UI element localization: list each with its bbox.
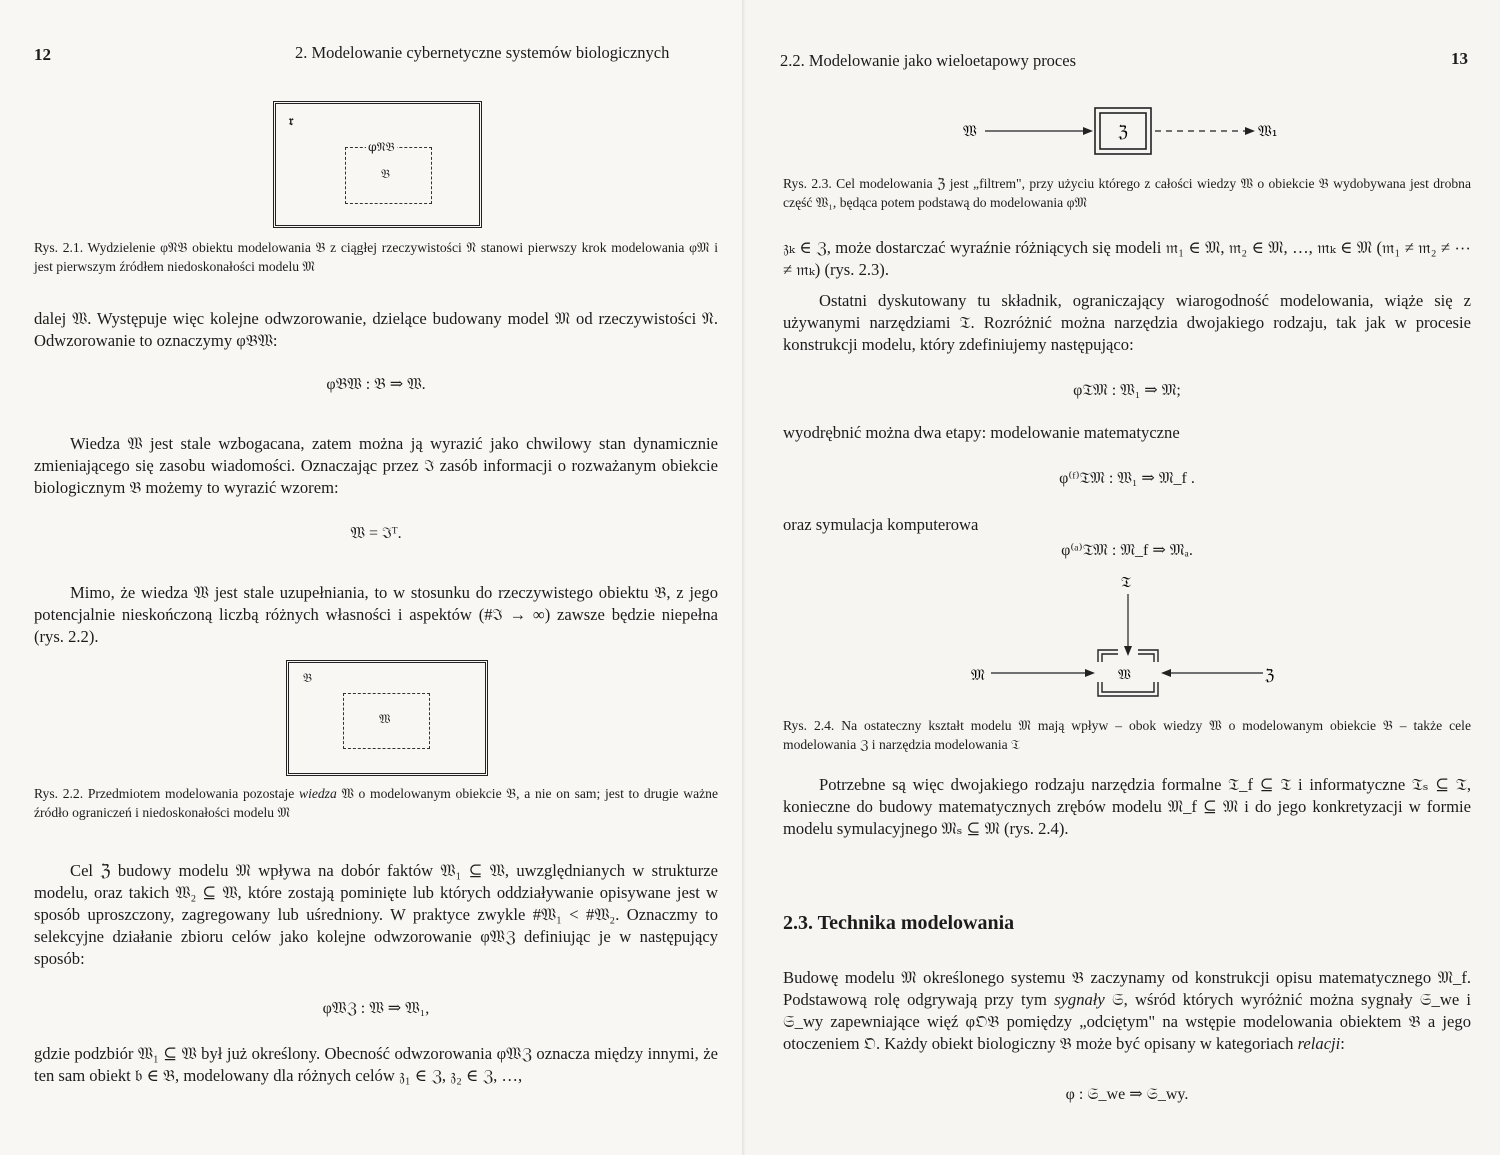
left-equation-3: φ𝔚ℨ : 𝔚 ⇒ 𝔚₁, bbox=[322, 1000, 430, 1017]
fig4-top-label: 𝔗 bbox=[1121, 573, 1131, 591]
fig1-outer-label: 𝔯 bbox=[289, 113, 294, 128]
right-equation-4: φ : 𝔖_we ⇒ 𝔖_wy. bbox=[1065, 1086, 1189, 1103]
fig3-caption: Rys. 2.3. Cel modelowania ℨ jest „filtrem", przy użyciu którego z całości wiedzy 𝔚 o obiekcie 𝔅 wydobywana jest drobna część 𝔚₁, będąca potem podstawą do modelowania φ𝔐 bbox=[783, 176, 1471, 210]
right-paragraph-3: wyodrębnić można dwa etapy: modelowanie matematyczne bbox=[783, 423, 1180, 442]
left-page bbox=[0, 0, 745, 1155]
running-header-right: 2.2. Modelowanie jako wieloetapowy proces bbox=[780, 51, 1077, 70]
right-paragraph-2: Ostatni dyskutowany tu składnik, ograniczający wiarogodność modelowania, wiąże się z używanymi narzędziami 𝔗. Rozróżnić można narzędzia dwojakiego rodzaju, tak jak w procesie konstrukcji modelu, który zdefiniujemy następująco: bbox=[783, 291, 1471, 354]
p6-emphasis-signals: sygnały bbox=[1054, 990, 1105, 1009]
left-paragraph-2: Wiedza 𝔚 jest stale wzbogacana, zatem można ją wyrazić jako chwilowy stan dynamicznie zmieniającego się zasobu wiadomości. Oznaczając przez ℑ zasób informacji o rozważanym obiekcie biologicznym 𝔅 możemy to wyrazić wzorem: bbox=[34, 434, 718, 497]
fig2-caption-pre: Rys. 2.2. Przedmiotem modelowania pozostaje bbox=[34, 786, 299, 801]
left-equation-1: φ𝔅𝔚 : 𝔅 ⇒ 𝔚. bbox=[326, 376, 426, 393]
p6-text-c: : bbox=[1340, 1034, 1345, 1053]
right-paragraph-6 bbox=[783, 967, 1471, 1055]
fig2-caption-post: 𝔚 o modelowanym obiekcie 𝔅, a nie on sam; jest to drugie ważne źródło ograniczeń i niedoskonałości modelu 𝔐 bbox=[34, 786, 718, 820]
page-number-right: 13 bbox=[1451, 49, 1468, 68]
left-paragraph-5: gdzie podzbiór 𝔚₁ ⊆ 𝔚 był już określony. Obecność odwzorowania φ𝔚ℨ oznacza między innymi, że ten sam obiekt 𝔟 ∈ 𝔅, modelowany dla różnych celów 𝔷₁ ∈ ℨ, 𝔷₂ ∈ ℨ, …, bbox=[34, 1044, 718, 1085]
left-paragraph-3: Mimo, że wiedza 𝔚 jest stale uzupełniania, to w stosunku do rzeczywistego obiektu 𝔅, z jego potencjalnie nieskończoną liczbą różnych własności i aspektów (#ℑ → ∞) zawsze będzie niepełna (rys. 2.2). bbox=[34, 583, 718, 646]
fig1-dashed-label: φ𝔑𝔅 bbox=[368, 139, 395, 154]
right-equation-3: φ⁽ᵃ⁾𝔗𝔐 : 𝔐_f ⇒ 𝔐ₐ. bbox=[1061, 542, 1193, 559]
section-heading-2-3: 2.3. Technika modelowania bbox=[783, 912, 1015, 934]
right-paragraph-4: oraz symulacja komputerowa bbox=[783, 515, 979, 534]
fig2-inner-label: 𝔚 bbox=[379, 711, 391, 726]
p6-text-b: 𝔖, wśród których wyróżnić można sygnały 𝔖_we i 𝔖_wy zapewniające więź φ𝔒𝔅 pomiędzy „odciętym" na wstępie modelowania obiektem 𝔅 a jego otoczeniem 𝔒. Każdy obiekt biologiczny 𝔅 może być opisany w kategoriach bbox=[783, 990, 1472, 1053]
fig3-output-label: 𝔚₁ bbox=[1258, 122, 1278, 140]
right-paragraph-5: Potrzebne są więc dwojakiego rodzaju narzędzia formalne 𝔗_f ⊆ 𝔗 i informatyczne 𝔗ₛ ⊆ 𝔗, konieczne do budowy matematycznych zrębów modelu 𝔐_f ⊆ 𝔐 i do jego konkretyzacji w formie modelu symulacyjnego 𝔐ₛ ⊆ 𝔐 (rys. 2.4). bbox=[783, 775, 1471, 838]
fig4-right-arrowhead bbox=[1161, 669, 1171, 677]
fig4-bracket-bottom-inner bbox=[1102, 682, 1154, 692]
fig4-bracket-bottom bbox=[1098, 682, 1158, 696]
fig2-caption-emphasis: wiedza bbox=[299, 786, 337, 801]
fig4-top-arrowhead bbox=[1124, 646, 1132, 656]
running-header-left: 2. Modelowanie cybernetyczne systemów biologicznych bbox=[295, 43, 670, 62]
right-equation-1: φ𝔗𝔐 : 𝔚₁ ⇒ 𝔐; bbox=[1073, 382, 1181, 399]
p6-text-a: Budowę modelu 𝔐 określonego systemu 𝔅 zaczynamy od konstrukcji opisu matematycznego 𝔐_f. Podstawową rolę odgrywają przy tym bbox=[783, 968, 1471, 1009]
left-equation-2: 𝔚 = ℑᵀ. bbox=[350, 525, 402, 542]
p6-emphasis-relations: relacji bbox=[1297, 1034, 1341, 1053]
fig4-right-label: ℨ bbox=[1265, 666, 1275, 684]
fig4-left-label: 𝔐 bbox=[971, 666, 985, 684]
left-paragraph-4: Cel ℨ budowy modelu 𝔐 wpływa na dobór faktów 𝔚₁ ⊆ 𝔚, uwzględnianych w strukturze modelu, oraz takich 𝔚₂ ⊆ 𝔚, które zostają pominięte lub których oddziaływanie opisywane jest w sposób uproszczony, zagregowany lub uśredniony. W praktyce zwykle #𝔚₁ < #𝔚₂. Oznaczmy to selekcyjne działanie zbioru celów jako kolejne odwzorowanie φ𝔚ℨ definiując je w następujący sposób: bbox=[34, 861, 718, 968]
fig4-caption: Rys. 2.4. Na ostateczny kształt modelu 𝔐 mają wpływ – obok wiedzy 𝔚 o modelowanym obiekcie 𝔅 – także cele modelowania ℨ i narzędzia modelowania 𝔗 bbox=[783, 718, 1471, 752]
right-equation-2: φ⁽ᶠ⁾𝔗𝔐 : 𝔚₁ ⇒ 𝔐_f . bbox=[1059, 470, 1195, 487]
left-paragraph-1: dalej 𝔚. Występuje więc kolejne odwzorowanie, dzielące budowany model 𝔐 od rzeczywistości 𝔑. Odwzorowanie to oznaczymy φ𝔅𝔚: bbox=[34, 309, 718, 350]
fig3-box-label: ℨ bbox=[1118, 122, 1128, 141]
figure-2-4 bbox=[745, 0, 1500, 710]
right-page bbox=[745, 0, 1500, 1155]
fig1-caption: Rys. 2.1. Wydzielenie φ𝔑𝔅 obiektu modelowania 𝔅 z ciągłej rzeczywistości 𝔑 stanowi pierwszy krok modelowania φ𝔐 i jest pierwszym źródłem niedoskonałości modelu 𝔐 bbox=[34, 240, 718, 274]
fig2-outer-label: 𝔅 bbox=[303, 670, 313, 685]
page-number-left: 12 bbox=[34, 45, 51, 64]
fig2-caption bbox=[34, 784, 718, 822]
right-paragraph-1: 𝔷ₖ ∈ ℨ, może dostarczać wyraźnie różniących się modeli 𝔪₁ ∈ 𝔐, 𝔪₂ ∈ 𝔐, …, 𝔪ₖ ∈ 𝔐 (𝔪₁ ≠ 𝔪₂ ≠ ⋯ ≠ 𝔪ₖ) (rys. 2.3). bbox=[783, 238, 1471, 279]
fig4-center-label: 𝔚 bbox=[1118, 667, 1131, 683]
fig3-input-label: 𝔚 bbox=[963, 122, 977, 140]
fig1-inner-label: 𝔅 bbox=[381, 166, 391, 181]
fig4-left-arrowhead bbox=[1085, 669, 1095, 677]
